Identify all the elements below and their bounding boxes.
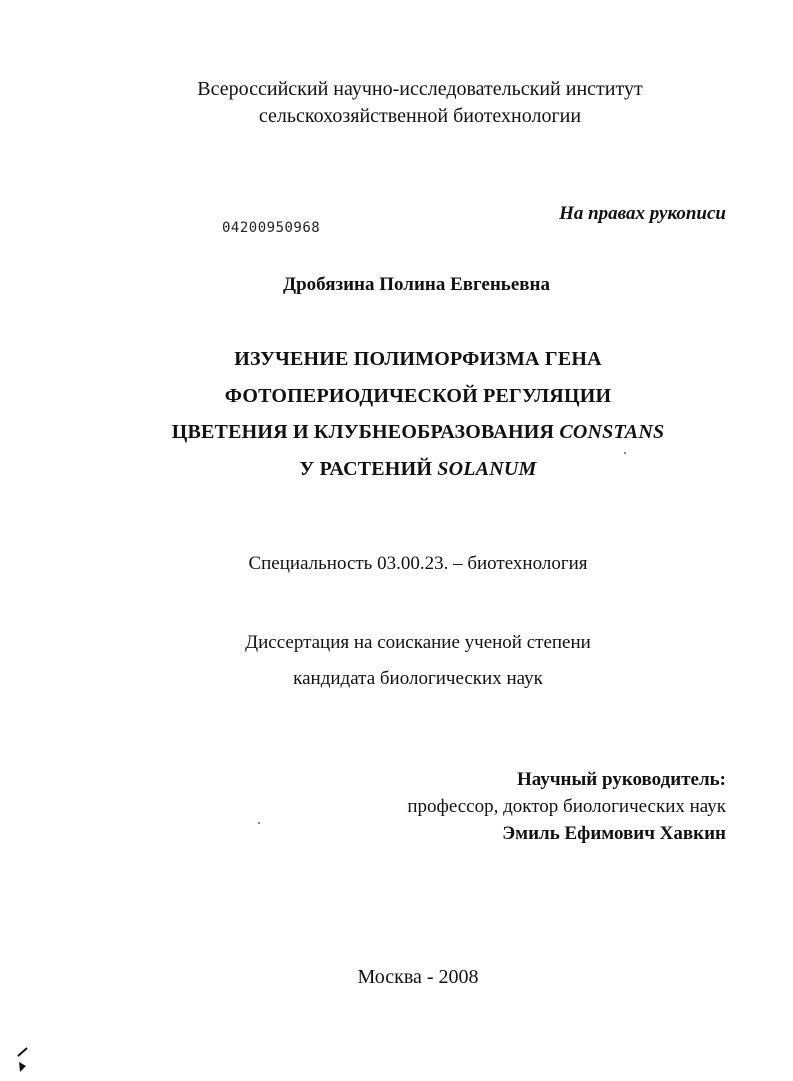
title-line-4-text: У РАСТЕНИЙ	[299, 457, 438, 480]
catalog-number: 04200950968	[222, 220, 321, 236]
degree-line-2: кандидата биологических наук	[293, 668, 543, 689]
scan-speck	[624, 452, 626, 454]
dissertation-title	[0, 341, 793, 487]
supervisor-label: Научный руководитель:	[517, 769, 726, 790]
city-year: Москва - 2008	[357, 966, 479, 988]
institute-name	[160, 76, 680, 130]
genus-name: SOLANUM	[437, 457, 537, 480]
institute-line-1: Всероссийский научно-исследовательский институт	[197, 78, 643, 100]
supervisor-name: Эмиль Ефимович Хавкин	[502, 823, 726, 844]
specialty: Специальность 03.00.23. – биотехнология	[248, 553, 588, 574]
supervisor-degree: профессор, доктор биологических наук	[407, 796, 726, 817]
supervisor-block	[407, 766, 726, 847]
title-line-3-text: ЦВЕТЕНИЯ И КЛУБНЕОБРАЗОВАНИЯ	[171, 421, 560, 443]
rights-note: На правах рукописи	[559, 203, 726, 224]
institute-line-2: сельскохозяйственной биотехнологии	[258, 105, 582, 127]
degree-statement	[0, 625, 793, 697]
scan-speck	[258, 822, 260, 824]
gene-name: CONSTANS	[559, 421, 665, 443]
title-line-2: ФОТОПЕРИОДИЧЕСКОЙ РЕГУЛЯЦИИ	[224, 384, 612, 407]
author-name: Дробязина Полина Евгеньевна	[283, 274, 550, 295]
scan-mark-icon	[14, 1044, 30, 1078]
degree-line-1: Диссертация на соискание ученой степени	[245, 632, 591, 653]
title-line-1: ИЗУЧЕНИЕ ПОЛИМОРФИЗМА ГЕНА	[234, 348, 602, 370]
title-line-4	[0, 451, 793, 488]
title-line-3	[0, 414, 793, 451]
